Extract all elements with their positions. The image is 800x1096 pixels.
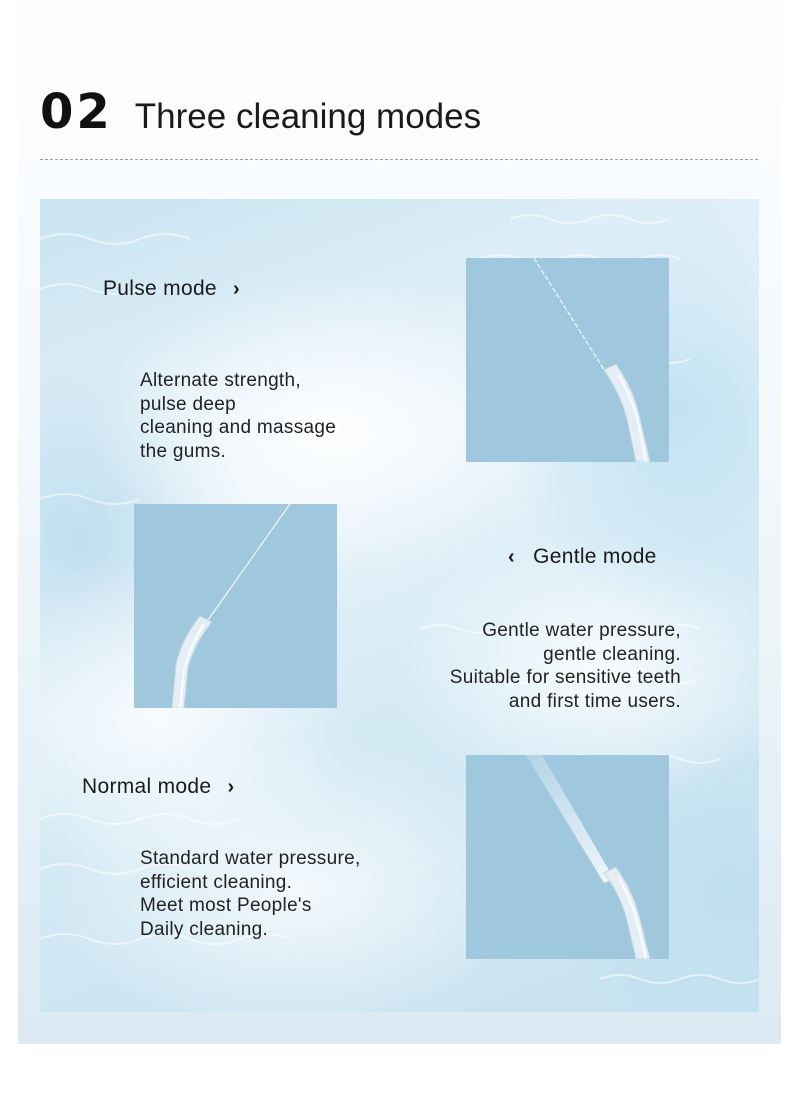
normal-mode-description [140, 847, 361, 941]
normal-mode-photo [466, 755, 669, 959]
description-line: gentle cleaning. [543, 643, 681, 665]
description-line: Alternate strength, [140, 370, 301, 391]
gentle-mode-name: Gentle mode [533, 545, 657, 568]
pulse-mode-description [140, 369, 336, 463]
description-line: the gums. [140, 440, 227, 462]
pulse-mode-label [103, 277, 240, 301]
description-line: Suitable for sensitive teeth [449, 667, 681, 688]
gentle-mode-photo [134, 504, 337, 708]
chevron-right-icon: › [227, 776, 235, 798]
water-flosser-pulse-spray-icon [466, 258, 669, 462]
water-flosser-gentle-stream-icon [134, 504, 337, 708]
normal-mode-label [82, 775, 234, 799]
normal-mode-name: Normal mode [82, 775, 212, 798]
gentle-mode-description [450, 619, 681, 713]
chevron-right-icon: › [233, 278, 241, 300]
description-line: efficient cleaning. [140, 871, 293, 893]
modes-panel [40, 199, 759, 1012]
gentle-mode-label [508, 545, 657, 569]
section-header [40, 84, 481, 144]
chevron-left-icon: ‹ [508, 546, 515, 568]
pulse-mode-photo [466, 258, 669, 462]
section-number: 02 [40, 84, 113, 140]
dashed-divider [40, 159, 758, 160]
pulse-mode-name: Pulse mode [103, 277, 217, 300]
description-line: Meet most People's [140, 895, 312, 916]
description-line: Gentle water pressure, [482, 620, 681, 641]
description-line: Daily cleaning. [140, 918, 269, 940]
section-title: Three cleaning modes [134, 97, 482, 136]
description-line: Standard water pressure, [140, 848, 361, 869]
description-line: pulse deep [140, 393, 236, 415]
water-flosser-normal-spray-icon [466, 755, 669, 959]
description-line: and first time users. [508, 690, 681, 712]
description-line: cleaning and massage [140, 417, 337, 438]
